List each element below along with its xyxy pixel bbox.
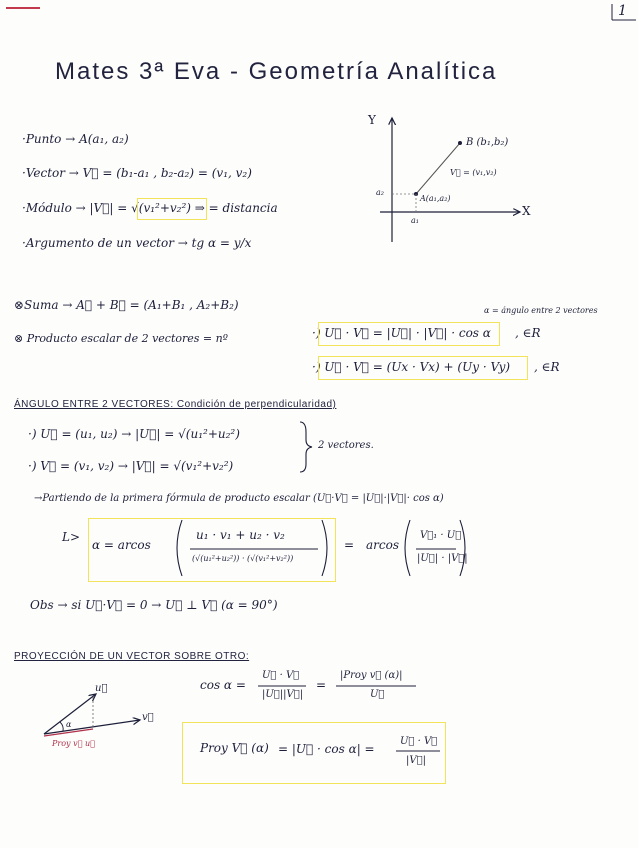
punto-line: ·Punto → A(a₁, a₂) — [22, 132, 129, 146]
proj-numerator: |Proy v⃗ (α)| — [340, 670, 403, 681]
brace-label: 2 vectores. — [318, 440, 374, 451]
arcos-equals: = — [344, 538, 355, 552]
vector-line: ·Vector → V⃗ = (b₁-a₁ , b₂-a₂) = (v₁, v₂) — [22, 166, 252, 180]
producto-formula-1: ·) U⃗ · V⃗ = |U⃗| · |V⃗| · cos α — [312, 326, 491, 340]
graph-point-b: B (b₁,b₂) — [466, 137, 509, 148]
arcos-2: arcos — [366, 538, 399, 552]
suma-line: ⊗Suma → A⃗ + B⃗ = (A₁+B₁ , A₂+B₂) — [14, 298, 239, 312]
arrow-mark: L> — [62, 530, 81, 544]
page-title: Mates 3ª Eva - Geometría Analítica — [55, 58, 498, 85]
page-number: 1 — [618, 3, 627, 19]
cos-numerator: U⃗ · V⃗ — [262, 670, 300, 681]
angle-heading: ÁNGULO ENTRE 2 VECTORES: Condición de perpendicularidad) — [14, 399, 337, 410]
producto-line: ⊗ Producto escalar de 2 vectores = nº — [14, 332, 228, 345]
projection-u-label: u⃗ — [95, 683, 108, 694]
v-definition: ·) V⃗ = (v₁, v₂) → |V⃗| = √(v₁²+v₂²) — [28, 459, 234, 473]
arcos-numerator: u₁ · v₁ + u₂ · v₂ — [196, 528, 285, 542]
projection-alpha-label: α — [66, 720, 72, 729]
partiendo-line: →Partiendo de la primera fórmula de producto escalar (U⃗·V⃗ = |U⃗|·|V⃗|· cos α) — [34, 493, 444, 504]
projection-result-numerator: U⃗ · V⃗ — [400, 736, 438, 747]
projection-result-denominator: |V⃗| — [406, 755, 426, 766]
cos-equals: cos α = — [200, 678, 246, 692]
modulo-line: ·Módulo → |V⃗| = √(v₁²+v₂²) ⇒ = distancia — [22, 201, 278, 215]
projection-heading: PROYECCIÓN DE UN VECTOR SOBRE OTRO: — [14, 651, 250, 662]
producto-formula-2: ·) U⃗ · V⃗ = (Ux · Vx) + (Uy · Vy) — [312, 360, 511, 374]
graph-y-label: Y — [368, 113, 376, 127]
alpha-equals-arcos: α = arcos — [92, 538, 151, 552]
producto-formula-1-r: , ∈R — [515, 326, 541, 340]
projection-result-left: Proy V⃗ (α) — [200, 741, 269, 755]
arcos-2-denominator: |U⃗| · |V⃗| — [417, 553, 468, 564]
cos-denominator: |U⃗||V⃗| — [262, 689, 304, 700]
graph-a1: a₁ — [411, 216, 419, 225]
u-definition: ·) U⃗ = (u₁, u₂) → |U⃗| = √(u₁²+u₂²) — [28, 427, 240, 441]
producto-formula-2-r: , ∈R — [534, 360, 560, 374]
arcos-2-numerator: V⃗₁ · U⃗ — [420, 530, 462, 541]
proj-denominator: U⃗ — [370, 689, 385, 700]
arcos-denominator: (√(u₁²+u₂²)) · (√(v₁²+v₂²)) — [192, 554, 294, 563]
projection-v-label: v⃗ — [142, 712, 154, 723]
projection-eq2: = — [316, 678, 327, 692]
argumento-line: ·Argumento de un vector → tg α = y/x — [22, 236, 252, 250]
obs-line: Obs → si U⃗·V⃗ = 0 → U⃗ ⊥ V⃗ (α = 90°) — [30, 598, 278, 612]
projection-result-mid: = |U⃗ · cos α| = — [278, 742, 375, 756]
graph-point-a: A(a₁,a₂) — [420, 194, 451, 203]
graph-vector-label: V⃗ = (v₁,v₂) — [450, 168, 497, 177]
graph-a2: a₂ — [376, 188, 384, 197]
alpha-note: α = ángulo entre 2 vectores — [484, 306, 598, 315]
projection-proy-label: Proy v⃗ u⃗ — [52, 739, 95, 748]
graph-x-label: X — [522, 204, 531, 218]
